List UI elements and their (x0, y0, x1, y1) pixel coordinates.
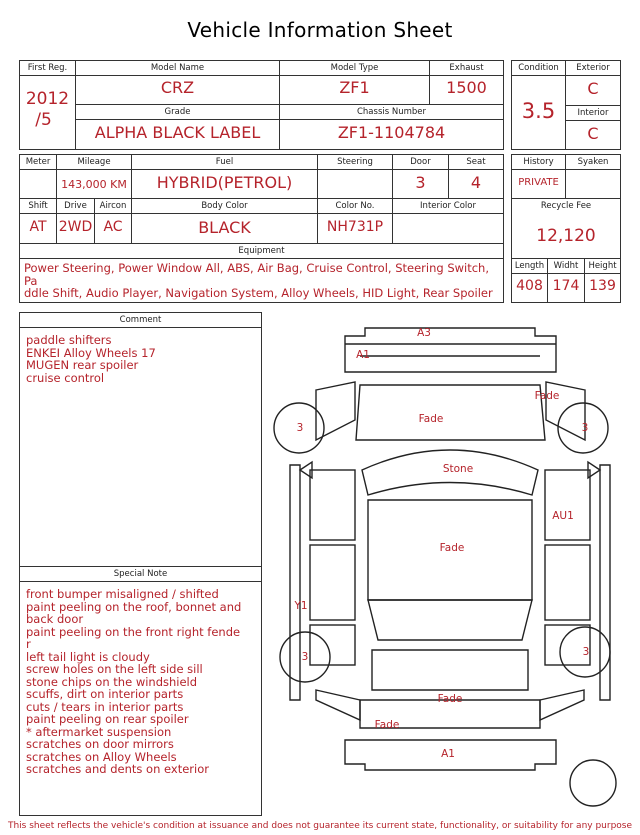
right-side (600, 465, 610, 700)
condition-header: Condition (512, 61, 565, 76)
right-rear-quarter (545, 625, 590, 665)
front-nose (345, 344, 556, 372)
left-rear-quarter (310, 625, 355, 665)
model-type-header: Model Type (280, 61, 429, 76)
note-line: stone chips on the windshield (26, 674, 198, 689)
note-line: scratches on Alloy Wheels (26, 749, 177, 764)
note-line: scratches and dents on exterior (26, 762, 209, 776)
damage-label-y1: Y1 (294, 600, 308, 612)
model-type-value: ZF1 (339, 78, 370, 97)
exhaust-header: Exhaust (430, 61, 503, 76)
comment-line: cruise control (26, 370, 105, 385)
history-value: PRIVATE (518, 177, 559, 188)
note-line: back door (26, 612, 84, 626)
note-line: cuts / tears in interior parts (26, 699, 184, 714)
left-door (310, 545, 355, 620)
note-line: paint peeling on the front right fende (26, 624, 241, 639)
damage-label-fade-roof: Fade (439, 542, 465, 554)
damage-label-fade-rear-left: Fade (374, 719, 400, 731)
damage-label-fade-rear: Fade (437, 693, 463, 705)
body-color-header: Body Color (132, 199, 317, 214)
door-header: Door (393, 155, 448, 170)
history-header: History (512, 155, 565, 170)
right-front-door (545, 470, 590, 540)
front-left-fender (316, 382, 355, 440)
syaken-header: Syaken (566, 155, 620, 170)
left-side (290, 465, 300, 700)
model-name-header: Model Name (76, 61, 279, 76)
interior-color-header: Interior Color (393, 199, 503, 214)
recycle-fee-value: 12,120 (536, 226, 596, 246)
seat-value: 4 (470, 173, 482, 192)
comment-line: ENKEI Alloy Wheels 17 (26, 345, 156, 360)
grade-header: Grade (76, 105, 279, 120)
rear-left-fender (316, 690, 360, 720)
damage-label-wheel-fl: 3 (296, 422, 304, 434)
meter-header: Meter (20, 155, 56, 170)
first-reg-month: /5 (35, 110, 52, 130)
height-value: 139 (589, 278, 616, 294)
disclaimer-footer: This sheet reflects the vehicle's condition at issuance and does not guarantee its current state, functionality, or suitability for any purpose (7, 821, 633, 831)
door-value: 3 (415, 173, 426, 192)
damage-label-wheel-rl: 3 (301, 651, 309, 663)
note-line: screw holes on the left side sill (26, 662, 203, 676)
steering-header: Steering (318, 155, 392, 170)
note-line: scratches on door mirrors (26, 737, 174, 751)
length-header: Length (512, 259, 547, 274)
spare-wheel (570, 760, 616, 806)
seat-header: Seat (449, 155, 503, 170)
shift-header: Shift (20, 199, 56, 214)
note-line: paint peeling on rear spoiler (26, 712, 189, 726)
comment-header: Comment (20, 313, 261, 328)
drive-header: Drive (57, 199, 94, 214)
note-line: front bumper misaligned / shifted (26, 587, 219, 601)
note-line: r (26, 637, 31, 651)
damage-label-a3: A3 (417, 327, 431, 339)
equipment-line: Power Steering, Power Window All, ABS, Air Bag, Cruise Control, Steering Switch, Pa (24, 261, 490, 288)
rear-panel (372, 650, 528, 690)
comment-line: MUGEN rear spoiler (26, 358, 139, 372)
grade-value: ALPHA BLACK LABEL (94, 123, 261, 142)
chassis-header: Chassis Number (280, 105, 503, 120)
aircon-value: AC (103, 219, 123, 235)
width-header: Widht (548, 259, 584, 274)
comment-line: paddle shifters (26, 333, 112, 347)
damage-label-stone: Stone (442, 463, 474, 475)
mileage-value: 143,000 KM (61, 178, 127, 191)
mileage-header: Mileage (57, 155, 131, 170)
damage-label-wheel-rr: 3 (582, 646, 590, 658)
condition-value: 3.5 (521, 99, 556, 123)
rear-right-fender (540, 690, 584, 720)
equipment-line: ddle Shift, Audio Player, Navigation System, Alloy Wheels, HID Light, Rear Spoiler (24, 286, 493, 300)
damage-label-wheel-fr: 3 (581, 422, 589, 434)
damage-label-a1-rear: A1 (441, 748, 455, 760)
equipment-header: Equipment (20, 244, 503, 259)
damage-label-a1-front: A1 (356, 349, 370, 361)
length-value: 408 (516, 278, 543, 294)
fuel-header: Fuel (132, 155, 317, 170)
height-header: Height (585, 259, 620, 274)
color-no-header: Color No. (318, 199, 392, 214)
note-line: * aftermarket suspension (26, 724, 172, 739)
note-line: paint peeling on the roof, bonnet and (26, 599, 242, 614)
aircon-header: Aircon (95, 199, 131, 214)
right-door (545, 545, 590, 620)
rear-window (368, 600, 532, 640)
interior-value: C (587, 124, 599, 143)
damage-label-fade-bonnet: Fade (418, 413, 444, 425)
front-bumper (345, 328, 556, 344)
drive-value: 2WD (58, 219, 93, 235)
damage-label-fade-front-right: Fade (534, 390, 560, 402)
left-front-door (310, 470, 355, 540)
model-name-value: CRZ (160, 78, 195, 97)
width-value: 174 (552, 278, 580, 294)
body-color-value: BLACK (198, 218, 251, 237)
exterior-header: Exterior (566, 61, 620, 76)
shift-value: AT (29, 219, 47, 235)
fuel-value: HYBRID(PETROL) (156, 173, 293, 192)
chassis-value: ZF1-1104784 (337, 123, 446, 142)
exterior-value: C (587, 79, 599, 98)
first-reg-year: 2012 (25, 89, 70, 109)
note-line: left tail light is cloudy (26, 649, 150, 664)
first-reg-header: First Reg. (20, 61, 75, 76)
page-title: Vehicle Information Sheet (187, 18, 453, 42)
exhaust-value: 1500 (446, 78, 487, 97)
special-note-header: Special Note (20, 567, 261, 582)
color-no-value: NH731P (326, 219, 384, 235)
interior-header: Interior (566, 106, 620, 121)
bonnet (356, 385, 545, 440)
note-line: scuffs, dirt on interior parts (26, 687, 184, 701)
recycle-fee-header: Recycle Fee (540, 201, 592, 211)
damage-label-au1: AU1 (552, 510, 574, 522)
